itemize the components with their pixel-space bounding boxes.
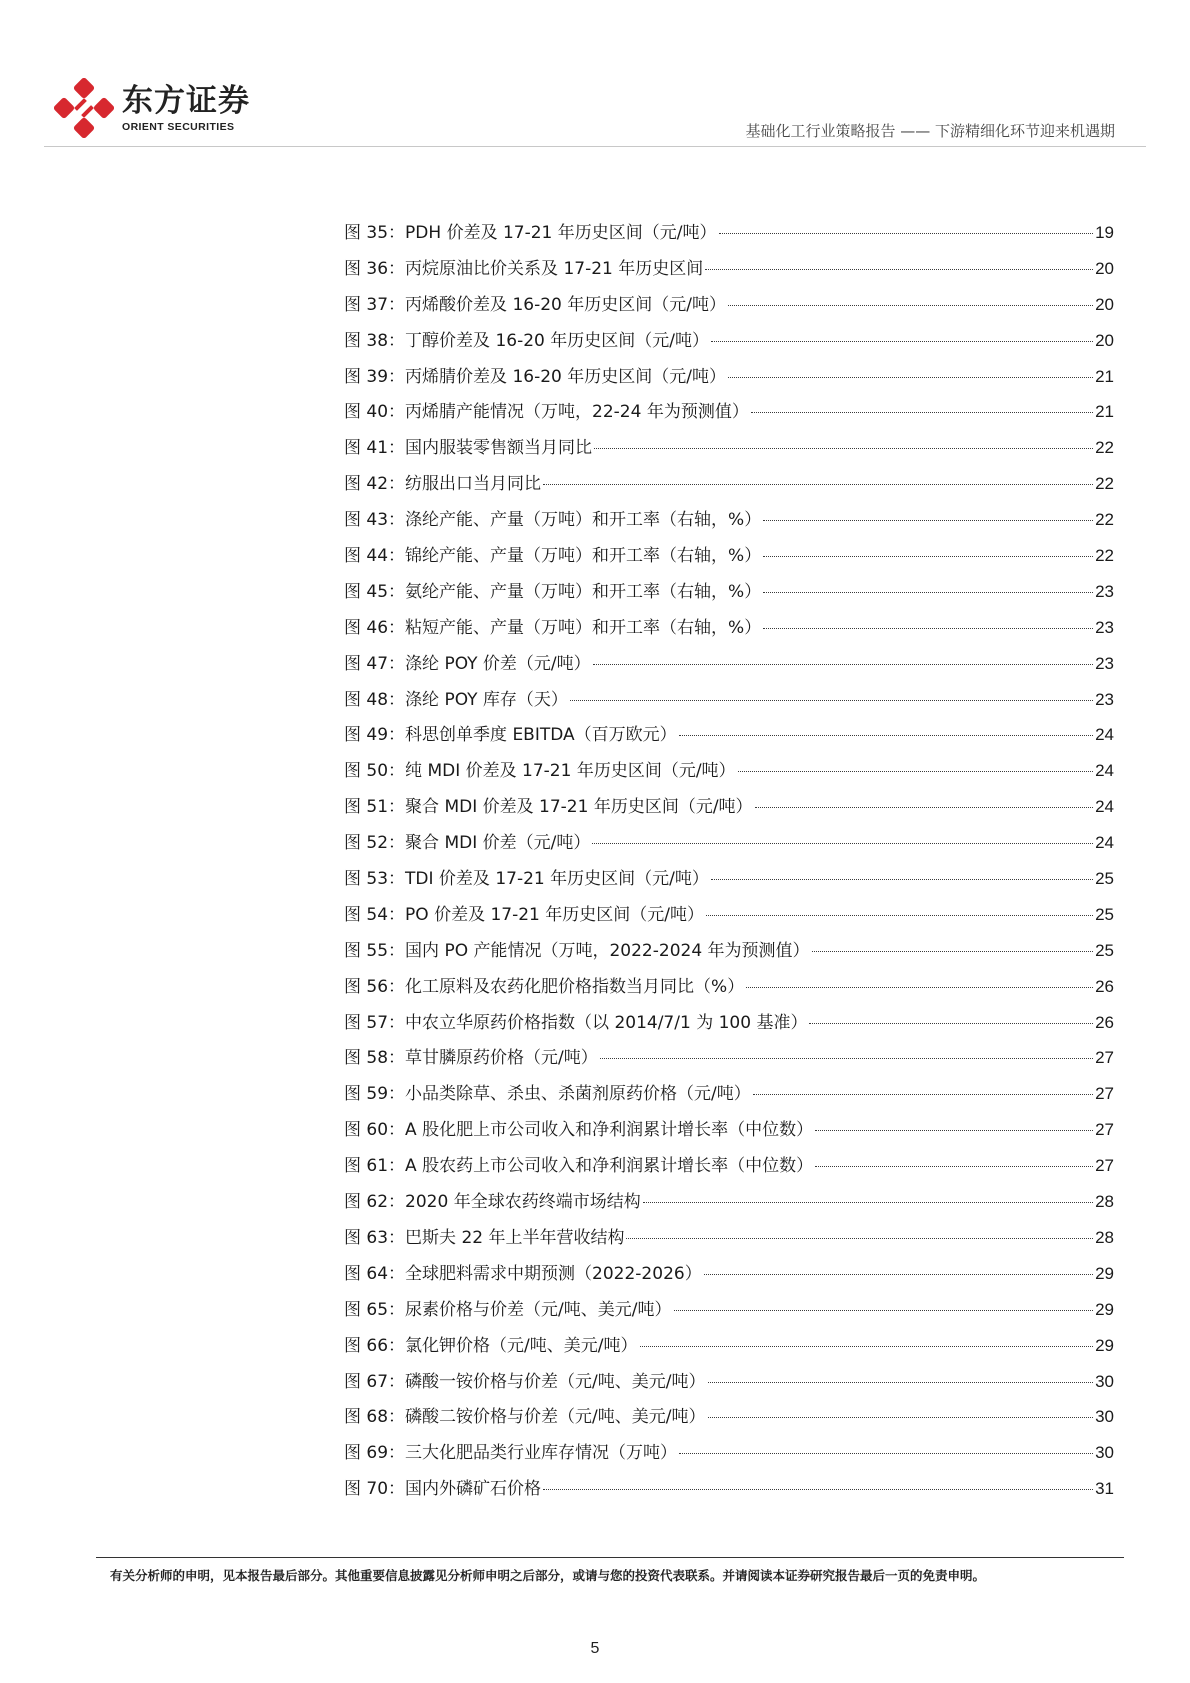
toc-entry-page: 27 [1095,1156,1114,1176]
toc-entry[interactable] [344,1043,1114,1079]
toc-leader-dots [763,520,1093,521]
toc-entry-label: 图 57：中农立华原药价格指数（以 2014/7/1 为 100 基准） [344,1012,808,1033]
toc-entry[interactable] [344,218,1114,254]
toc-entry-label: 图 35：PDH 价差及 17-21 年历史区间（元/吨） [344,223,717,243]
header-divider [44,146,1146,147]
toc-entry[interactable] [344,433,1114,469]
toc-entry-page: 30 [1095,1407,1114,1427]
toc-entry-label: 图 70：国内外磷矿石价格 [344,1479,542,1500]
toc-entry-page: 31 [1095,1479,1114,1499]
toc-entry-page: 30 [1095,1371,1114,1391]
toc-entry[interactable] [344,685,1114,721]
toc-entry-label: 图 53：TDI 价差及 17-21 年历史区间（元/吨） [344,869,709,890]
toc-entry[interactable] [344,397,1114,433]
toc-entry-label: 图 50：纯 MDI 价差及 17-21 年历史区间（元/吨） [344,761,736,782]
toc-entry[interactable] [344,828,1114,864]
brand-name-cn: 东方证券 [122,83,250,119]
toc-leader-dots [626,1238,1093,1239]
toc-entry-label: 图 67：磷酸一铵价格与价差（元/吨、美元/吨） [344,1371,706,1392]
toc-entry[interactable] [344,1259,1114,1295]
toc-leader-dots [705,269,1093,270]
toc-entry-page: 28 [1095,1192,1114,1212]
toc-entry-page: 29 [1095,1299,1114,1319]
disclaimer-text: 有关分析师的申明，见本报告最后部分。其他重要信息披露见分析师申明之后部分，或请与您的投资代表联系。并请阅读本证券研究报告最后一页的免责申明。 [110,1568,986,1583]
toc-entry-label: 图 42：纺服出口当月同比 [344,474,542,495]
toc-leader-dots [679,735,1093,736]
toc-leader-dots [711,341,1093,342]
toc-leader-dots [719,233,1094,234]
toc-entry[interactable] [344,756,1114,792]
toc-entry[interactable] [344,541,1114,577]
toc-entry-label: 图 47：涤纶 POY 价差（元/吨） [344,653,591,674]
page-header [0,0,1190,150]
toc-entry[interactable] [344,254,1114,290]
toc-leader-dots [593,664,1093,665]
report-title: 基础化工行业策略报告 —— 下游精细化环节迎来机遇期 [745,122,1115,140]
toc-entry[interactable] [344,505,1114,541]
toc-leader-dots [815,1130,1093,1131]
toc-leader-dots [728,305,1093,306]
toc-entry[interactable] [344,1295,1114,1331]
toc-entry-page: 28 [1095,1227,1114,1247]
toc-entry-label: 图 54：PO 价差及 17-21 年历史区间（元/吨） [344,904,705,925]
toc-entry-page: 24 [1095,725,1114,745]
toc-entry-label: 图 56：化工原料及农药化肥价格指数当月同比（%） [344,976,745,997]
toc-entry-label: 图 45：氨纶产能、产量（万吨）和开工率（右轴，%） [344,581,762,602]
toc-entry-page: 26 [1095,976,1114,996]
brand-name-en: ORIENT SECURITIES [122,121,235,133]
toc-entry-page: 22 [1095,438,1114,458]
toc-entry-label: 图 37：丙烯酸价差及 16-20 年历史区间（元/吨） [344,294,726,315]
toc-entry-label: 图 55：国内 PO 产能情况（万吨，2022-2024 年为预测值） [344,940,810,961]
toc-leader-dots [751,412,1093,413]
toc-entry[interactable] [344,720,1114,756]
toc-entry[interactable] [344,1151,1114,1187]
toc-entry-label: 图 69：三大化肥品类行业库存情况（万吨） [344,1443,678,1464]
toc-leader-dots [679,1453,1093,1454]
toc-entry-page: 20 [1095,330,1114,350]
toc-entry[interactable] [344,1223,1114,1259]
toc-entry[interactable] [344,362,1114,398]
toc-entry-page: 26 [1095,1012,1114,1032]
toc-leader-dots [763,592,1093,593]
toc-entry[interactable] [344,900,1114,936]
toc-entry-label: 图 43：涤纶产能、产量（万吨）和开工率（右轴，%） [344,510,762,531]
toc-entry[interactable] [344,936,1114,972]
toc-entry-label: 图 51：聚合 MDI 价差及 17-21 年历史区间（元/吨） [344,797,753,818]
toc-entry-page: 24 [1095,833,1114,853]
toc-entry-label: 图 49：科思创单季度 EBITDA（百万欧元） [344,725,677,746]
toc-leader-dots [706,915,1093,916]
toc-entry-page: 27 [1095,1048,1114,1068]
toc-leader-dots [738,771,1094,772]
toc-leader-dots [594,448,1093,449]
toc-entry[interactable] [344,1474,1114,1510]
toc-entry-page: 25 [1095,940,1114,960]
toc-entry-page: 19 [1095,223,1114,242]
toc-entry[interactable] [344,649,1114,685]
toc-entry[interactable] [344,1115,1114,1151]
toc-entry-page: 21 [1095,402,1114,422]
toc-entry-label: 图 63：巴斯夫 22 年上半年营收结构 [344,1227,625,1248]
toc-entry[interactable] [344,1079,1114,1115]
toc-entry-label: 图 62：2020 年全球农药终端市场结构 [344,1192,641,1213]
toc-entry-label: 图 38：丁醇价差及 16-20 年历史区间（元/吨） [344,330,709,351]
toc-entry-page: 24 [1095,797,1114,817]
page-number: 5 [590,1640,600,1657]
toc-entry-label: 图 44：锦纶产能、产量（万吨）和开工率（右轴，%） [344,546,762,567]
toc-entry-label: 图 40：丙烯腈产能情况（万吨，22-24 年为预测值） [344,402,749,423]
toc-leader-dots [753,1094,1093,1095]
toc-entry[interactable] [344,1402,1114,1438]
toc-entry-label: 图 66：氯化钾价格（元/吨、美元/吨） [344,1335,638,1356]
toc-entry[interactable] [344,864,1114,900]
toc-entry[interactable] [344,1187,1114,1223]
toc-leader-dots [674,1310,1094,1311]
toc-leader-dots [815,1166,1093,1167]
toc-entry-label: 图 61：A 股农药上市公司收入和净利润累计增长率（中位数） [344,1156,814,1177]
toc-entry[interactable] [344,326,1114,362]
toc-leader-dots [543,1489,1093,1490]
toc-entry-page: 22 [1095,510,1114,530]
toc-entry[interactable] [344,290,1114,326]
toc-entry-label: 图 64：全球肥料需求中期预测（2022-2026） [344,1263,702,1284]
toc-leader-dots [708,1382,1094,1383]
toc-leader-dots [640,1346,1094,1347]
toc-entry-label: 图 60：A 股化肥上市公司收入和净利润累计增长率（中位数） [344,1120,814,1141]
toc-entry-page: 20 [1095,294,1114,314]
toc-entry-page: 22 [1095,546,1114,566]
toc-entry-label: 图 48：涤纶 POY 库存（天） [344,689,568,710]
toc-leader-dots [763,628,1093,629]
toc-entry-label: 图 52：聚合 MDI 价差（元/吨） [344,833,591,854]
toc-entry[interactable] [344,577,1114,613]
toc-leader-dots [812,951,1094,952]
toc-entry-page: 23 [1095,653,1114,673]
toc-leader-dots [763,556,1093,557]
orient-securities-logo-icon [54,78,114,138]
toc-leader-dots [592,843,1093,844]
footer-divider [96,1557,1124,1558]
toc-entry-page: 22 [1095,474,1114,494]
toc-entry-page: 29 [1095,1335,1114,1355]
toc-leader-dots [708,1417,1094,1418]
toc-entry-page: 20 [1095,258,1114,278]
toc-entry-label: 图 39：丙烯腈价差及 16-20 年历史区间（元/吨） [344,366,726,387]
toc-entry[interactable] [344,469,1114,505]
toc-entry-page: 24 [1095,761,1114,781]
toc-entry[interactable] [344,1367,1114,1403]
toc-entry-label: 图 68：磷酸二铵价格与价差（元/吨、美元/吨） [344,1407,706,1428]
toc-entry-label: 图 41：国内服装零售额当月同比 [344,438,593,459]
toc-entry-page: 27 [1095,1084,1114,1104]
toc-entry-page: 23 [1095,689,1114,709]
toc-entry[interactable] [344,1438,1114,1474]
toc-entry-label: 图 59：小品类除草、杀虫、杀菌剂原药价格（元/吨） [344,1084,751,1105]
toc-entry-page: 23 [1095,617,1114,637]
toc-entry-label: 图 46：粘短产能、产量（万吨）和开工率（右轴，%） [344,617,762,638]
toc-entry-label: 图 58：草甘膦原药价格（元/吨） [344,1048,598,1069]
toc-entry-page: 25 [1095,904,1114,924]
toc-leader-dots [543,484,1093,485]
toc-entry[interactable] [344,792,1114,828]
toc-entry-page: 23 [1095,581,1114,601]
toc-entry[interactable] [344,972,1114,1008]
toc-leader-dots [728,377,1093,378]
toc-leader-dots [704,1274,1093,1275]
toc-entry-label: 图 36：丙烷原油比价关系及 17-21 年历史区间 [344,258,704,279]
toc-entry-page: 21 [1095,366,1114,386]
toc-entry-page: 30 [1095,1443,1114,1463]
toc-leader-dots [711,879,1093,880]
figure-table-of-contents [344,218,1114,1510]
toc-entry[interactable] [344,613,1114,649]
toc-leader-dots [570,700,1093,701]
toc-entry-page: 25 [1095,869,1114,889]
toc-leader-dots [643,1202,1093,1203]
toc-leader-dots [809,1023,1093,1024]
toc-entry[interactable] [344,1331,1114,1367]
toc-leader-dots [755,807,1094,808]
toc-entry-label: 图 65：尿素价格与价差（元/吨、美元/吨） [344,1299,672,1320]
toc-entry[interactable] [344,1008,1114,1044]
toc-entry-page: 29 [1095,1263,1114,1283]
toc-leader-dots [746,987,1093,988]
toc-entry-page: 27 [1095,1120,1114,1140]
toc-leader-dots [600,1058,1093,1059]
